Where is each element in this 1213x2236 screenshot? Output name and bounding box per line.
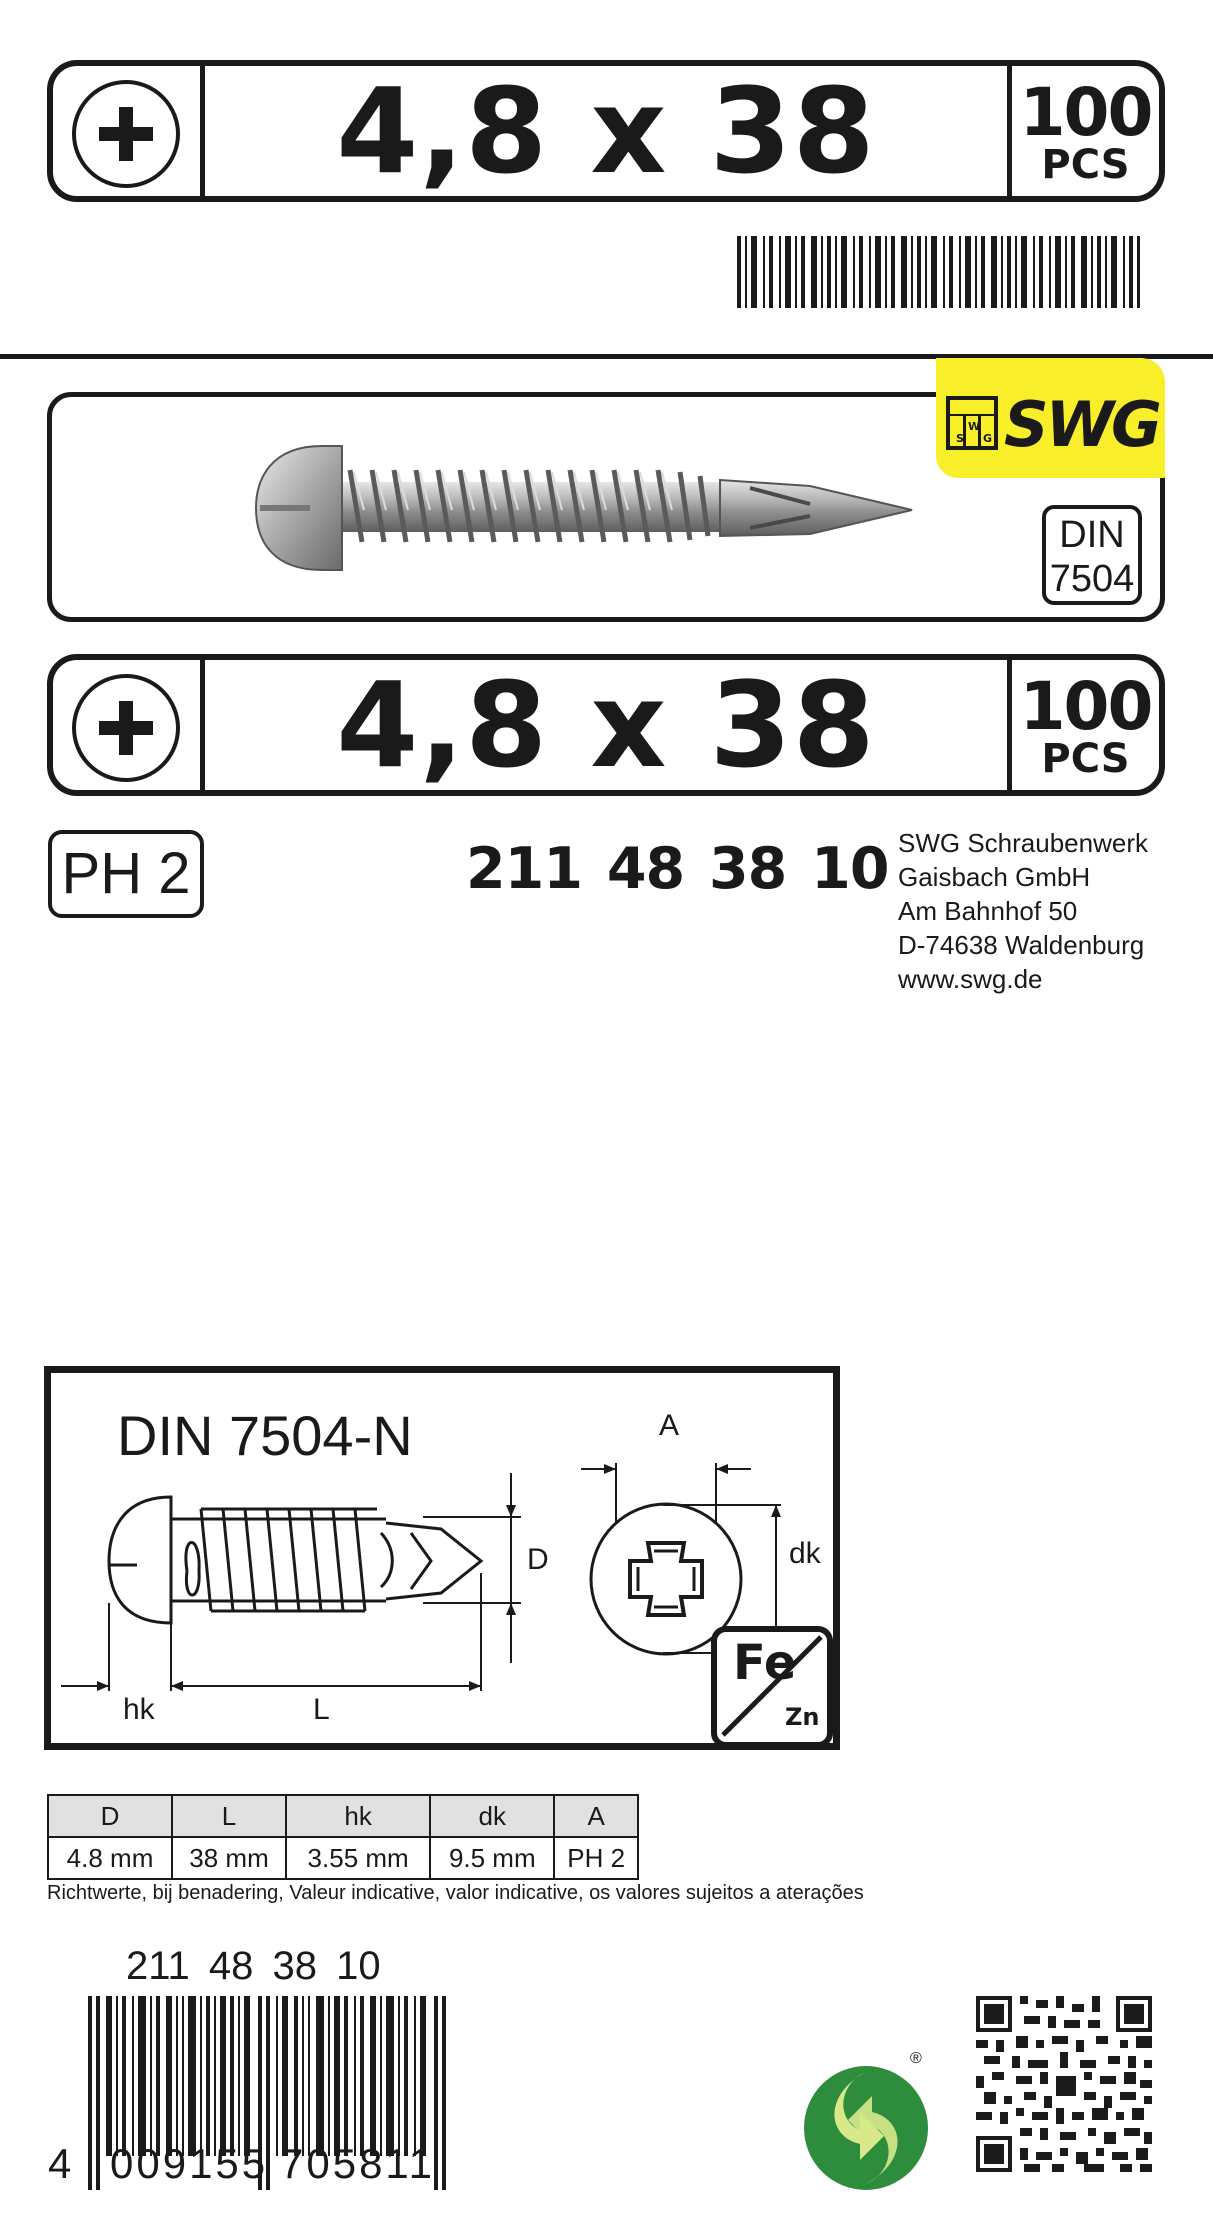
- article-number: 211 48 38 10: [466, 836, 889, 902]
- material-fe: Fe: [733, 1635, 797, 1691]
- phillips-drive-icon: [72, 80, 180, 188]
- table-header: dk: [430, 1795, 554, 1837]
- swg-logo-mark-s: S: [956, 432, 964, 445]
- ean-right-group: 705811: [280, 2140, 436, 2187]
- quantity-unit: PCS: [1041, 142, 1130, 188]
- table-cell: 3.55 mm: [286, 1837, 430, 1879]
- manufacturer-address: [898, 826, 1148, 996]
- address-line: Am Bahnhof 50: [898, 896, 1078, 926]
- drive-size-box: PH 2: [48, 830, 204, 918]
- table-header-row: [48, 1795, 638, 1837]
- swg-logo-mark-w: W: [968, 420, 981, 433]
- quantity-unit: PCS: [1041, 736, 1130, 782]
- size-banner-bottom: [47, 654, 1165, 796]
- din-number: 7504: [1049, 558, 1135, 600]
- swg-logo-text: SWG: [1004, 388, 1159, 461]
- swg-logo: [936, 358, 1165, 478]
- table-header: L: [172, 1795, 286, 1837]
- address-line: Gaisbach GmbH: [898, 862, 1091, 892]
- green-dot-trademark: ®: [910, 2050, 922, 2067]
- address-line: SWG Schraubenwerk: [898, 828, 1148, 858]
- table-header: D: [48, 1795, 172, 1837]
- swg-logo-mark-g: G: [983, 432, 993, 445]
- dim-label-d: D: [527, 1543, 549, 1576]
- size-label: 4,8 x 38: [336, 62, 876, 200]
- dim-label-l: L: [313, 1693, 330, 1726]
- dim-label-hk: hk: [123, 1693, 155, 1726]
- swg-logo-mark: [946, 396, 998, 450]
- table-cell: PH 2: [554, 1837, 638, 1879]
- green-dot-recycling-icon: [800, 2060, 932, 2192]
- dim-label-a: A: [659, 1409, 680, 1442]
- qr-code: [976, 1996, 1152, 2172]
- table-header: A: [554, 1795, 638, 1837]
- drive-cell: [53, 66, 205, 196]
- address-line: D-74638 Waldenburg: [898, 930, 1145, 960]
- size-banner-top: [47, 60, 1165, 202]
- din-label: DIN: [1059, 514, 1125, 556]
- quantity-cell: [1007, 660, 1159, 790]
- material-zn: Zn: [785, 1703, 820, 1731]
- dim-label-dk: dk: [789, 1537, 821, 1570]
- phillips-drive-icon: [72, 674, 180, 782]
- address-line: www.swg.de: [898, 964, 1043, 994]
- table-cell: 38 mm: [172, 1837, 286, 1879]
- drawing-title: DIN 7504-N: [117, 1404, 413, 1467]
- table-cell: 9.5 mm: [430, 1837, 554, 1879]
- ean-first-digit: 4: [48, 2140, 72, 2187]
- quantity-value: 100: [1019, 74, 1152, 151]
- drive-cell: [53, 660, 205, 790]
- table-cell: 4.8 mm: [48, 1837, 172, 1879]
- screw-line-drawing: [51, 1373, 833, 1743]
- spec-table: [47, 1794, 639, 1880]
- barcode-article-caption: 211 48 38 10: [126, 1944, 381, 1988]
- technical-drawing: [44, 1366, 840, 1750]
- disclaimer-note: Richtwerte, bij benadering, Valeur indicative, valor indicative, os valores sujeitos a aterações: [47, 1882, 864, 1904]
- quantity-cell: [1007, 66, 1159, 196]
- quantity-value: 100: [1019, 668, 1152, 745]
- small-barcode: [735, 236, 1143, 308]
- size-label: 4,8 x 38: [336, 656, 876, 794]
- table-header: hk: [286, 1795, 430, 1837]
- table-row: [48, 1837, 638, 1879]
- din-standard-box: [1042, 505, 1142, 605]
- ean-left-group: 009155: [110, 2140, 269, 2187]
- screw-photo: [250, 430, 920, 590]
